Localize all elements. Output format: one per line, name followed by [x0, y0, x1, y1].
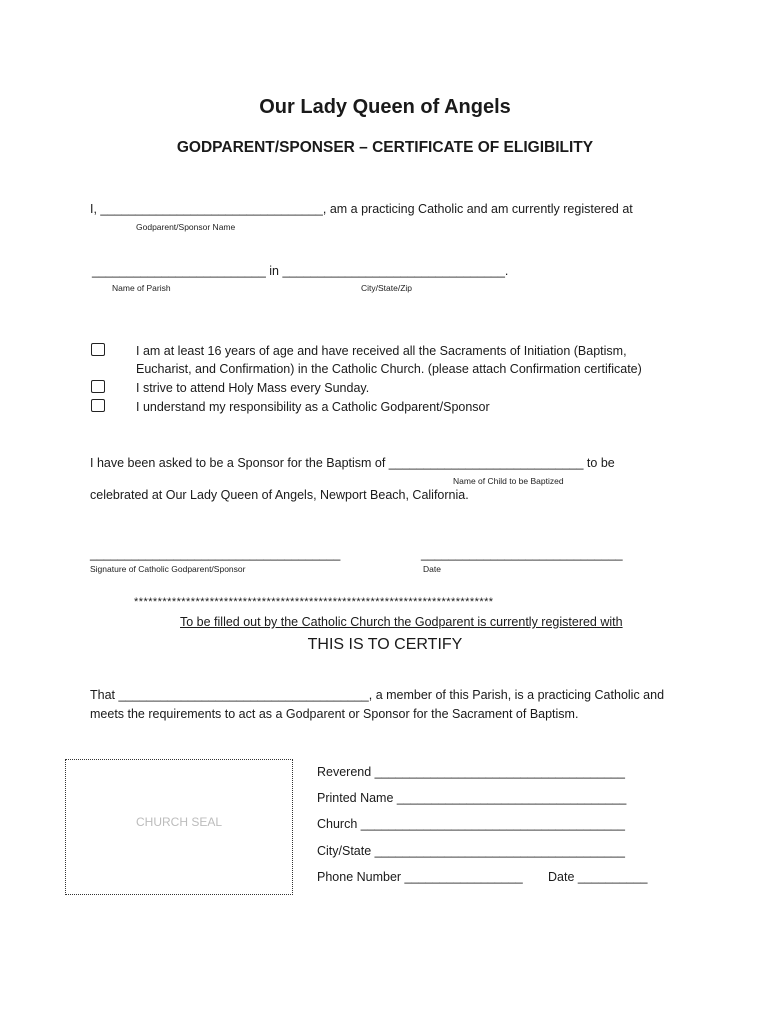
- reverend-line: Reverend ____________________________________: [317, 765, 625, 779]
- holy-mass-statement: I strive to attend Holy Mass every Sunday.: [136, 381, 370, 395]
- date-line: _____________________________: [421, 547, 623, 561]
- church-line: Church ______________________________________: [317, 817, 625, 831]
- checkbox-responsibility[interactable]: [91, 399, 105, 412]
- church-seal-box: [65, 759, 293, 895]
- phone-number-line: Phone Number _________________: [317, 870, 523, 884]
- separator-stars: ****************************************************************************: [134, 596, 494, 608]
- church-seal-label: CHURCH SEAL: [135, 815, 222, 829]
- godparent-name-caption: Godparent/Sponsor Name: [136, 222, 236, 232]
- certify-that-line1: That ____________________________________, a member of this Parish, is a practicing Catholic and: [90, 688, 665, 702]
- date-caption: Date: [423, 564, 441, 574]
- city-state-zip-caption: City/State/Zip: [361, 283, 413, 293]
- responsibility-statement: I understand my responsibility as a Catholic Godparent/Sponsor: [136, 400, 490, 414]
- checkbox-sacraments[interactable]: [91, 343, 105, 356]
- church-instruction: To be filled out by the Catholic Church the Godparent is currently registered with: [180, 615, 623, 629]
- signature-caption: Signature of Catholic Godparent/Sponsor: [90, 564, 246, 574]
- sacraments-statement-line1: I am at least 16 years of age and have received all the Sacraments of Initiation (Baptism,: [136, 344, 627, 358]
- checkbox-holy-mass[interactable]: [91, 380, 105, 393]
- certify-heading: THIS IS TO CERTIFY: [307, 636, 463, 653]
- certify-that-line2: meets the requirements to act as a Godparent or Sponsor for the Sacrament of Baptism.: [90, 707, 579, 721]
- parish-caption: Name of Parish: [112, 283, 171, 293]
- baptism-sponsor-line: I have been asked to be a Sponsor for the Baptism of ____________________________ to be: [90, 456, 615, 470]
- church-date-line: Date __________: [548, 870, 648, 884]
- child-name-caption: Name of Child to be Baptized: [453, 476, 564, 486]
- signature-line: ____________________________________: [90, 547, 341, 561]
- city-state-line: City/State ____________________________________: [317, 844, 625, 858]
- sacraments-statement-line2: Eucharist, and Confirmation) in the Catholic Church. (please attach Confirmation certificate): [136, 362, 642, 376]
- parish-city-line: _________________________ in ________________________________.: [92, 264, 509, 278]
- document-title: Our Lady Queen of Angels: [259, 96, 511, 118]
- document-subtitle: GODPARENT/SPONSER – CERTIFICATE OF ELIGIBILITY: [176, 139, 594, 156]
- godparent-name-line: I, ________________________________, am a practicing Catholic and am currently registered at: [90, 202, 633, 216]
- printed-name-line: Printed Name _________________________________: [317, 791, 627, 805]
- celebration-line: celebrated at Our Lady Queen of Angels, Newport Beach, California.: [90, 488, 469, 502]
